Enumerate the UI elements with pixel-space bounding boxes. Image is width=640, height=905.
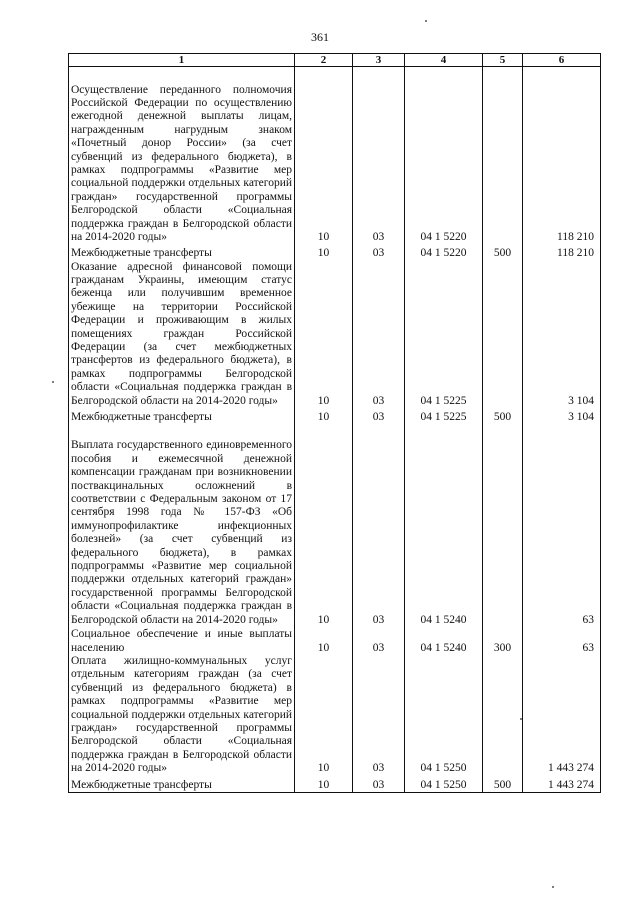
budget-table: [68, 53, 601, 793]
column-header-3: 3: [353, 54, 405, 67]
row-expense-type: [483, 655, 523, 776]
row-subsection: 03: [353, 655, 405, 776]
row-section: 10: [295, 776, 353, 793]
column-header-2: 2: [295, 54, 353, 67]
row-section: 10: [295, 261, 353, 408]
row-expense-type: [483, 67, 523, 245]
scan-speck: [520, 718, 522, 720]
table-row: [69, 655, 601, 776]
row-description: Межбюджетные трансферты: [69, 776, 295, 793]
row-subsection: 03: [353, 408, 405, 424]
scan-speck: [52, 381, 54, 383]
table-row: [69, 627, 601, 655]
table-row: [69, 261, 601, 408]
row-description: Выплата государственного единовременного пособия и ежемесячной денежной компенсации гражданам при возникновении поствакцинальных осложнений в соответствии с Федеральным законом от 17 сентября 1998 года № 157-ФЗ «Об иммунопрофилактике инфекционных болезней» (за счет субвенций из федерального бюджета), в рамках подпрограммы «Развитие мер социальной поддержки отдельных категорий граждан» государственной программы Белгородской области «Социальная поддержка граждан в Белгородской области на 2014-2020 годы»: [69, 424, 295, 627]
row-expense-type: 300: [483, 627, 523, 655]
row-target-code: 04 1 5240: [405, 424, 483, 627]
row-subsection: 03: [353, 776, 405, 793]
column-header-5: 5: [483, 54, 523, 67]
scan-speck: [425, 20, 427, 22]
row-amount: 118 210: [523, 67, 601, 245]
row-target-code: 04 1 5250: [405, 776, 483, 793]
row-amount: 3 104: [523, 408, 601, 424]
row-expense-type: 500: [483, 245, 523, 261]
table-row: [69, 245, 601, 261]
row-description: Оплата жилищно-коммунальных услуг отдельным категориям граждан (за счет субвенций из федерального бюджета) в рамках подпрограммы «Развитие мер социальной поддержки отдельных категорий граждан» государственной программы Белгородской области «Социальная поддержка граждан в Белгородской области на 2014-2020 годы»: [69, 655, 295, 776]
row-section: 10: [295, 67, 353, 245]
row-amount: 63: [523, 627, 601, 655]
row-target-code: 04 1 5220: [405, 67, 483, 245]
row-subsection: 03: [353, 261, 405, 408]
row-description: Оказание адресной финансовой помощи гражданам Украины, имеющим статус беженца или получившим временное убежище на территории Российской Федерации и проживающим в жилых помещениях граждан Российской Федерации (за счет межбюджетных трансфертов из федерального бюджета), в рамках подпрограммы Белгородской области «Социальная поддержка граждан в Белгородской области на 2014-2020 годы»: [69, 261, 295, 408]
table-row: [69, 424, 601, 627]
row-description: Межбюджетные трансферты: [69, 408, 295, 424]
table-row: [69, 408, 601, 424]
row-section: 10: [295, 627, 353, 655]
row-target-code: 04 1 5225: [405, 261, 483, 408]
table-row: [69, 776, 601, 793]
column-header-1: 1: [69, 54, 295, 67]
row-description: Межбюджетные трансферты: [69, 245, 295, 261]
row-section: 10: [295, 408, 353, 424]
row-target-code: 04 1 5250: [405, 655, 483, 776]
row-subsection: 03: [353, 627, 405, 655]
row-target-code: 04 1 5225: [405, 408, 483, 424]
column-header-6: 6: [523, 54, 601, 67]
row-target-code: 04 1 5220: [405, 245, 483, 261]
row-expense-type: [483, 424, 523, 627]
row-subsection: 03: [353, 245, 405, 261]
row-amount: 118 210: [523, 245, 601, 261]
scan-speck: [552, 886, 554, 888]
row-description: Социальное обеспечение и иные выплаты населению: [69, 627, 295, 655]
row-expense-type: 500: [483, 776, 523, 793]
row-amount: 1 443 274: [523, 655, 601, 776]
row-amount: 3 104: [523, 261, 601, 408]
row-section: 10: [295, 245, 353, 261]
table-header-row: [69, 54, 601, 67]
row-amount: 1 443 274: [523, 776, 601, 793]
row-expense-type: 500: [483, 408, 523, 424]
table-row: [69, 67, 601, 245]
row-description: Осуществление переданного полномочия Российской Федерации по осуществлению ежегодной денежной выплаты лицам, награжденным нагрудным знаком «Почетный донор России» (за счет субвенций из федерального бюджета), в рамках подпрограммы «Развитие мер социальной поддержки отдельных категорий граждан» государственной программы Белгородской области «Социальная поддержка граждан в Белгородской области на 2014-2020 годы»: [69, 67, 295, 245]
row-section: 10: [295, 424, 353, 627]
row-expense-type: [483, 261, 523, 408]
row-amount: 63: [523, 424, 601, 627]
row-subsection: 03: [353, 424, 405, 627]
row-section: 10: [295, 655, 353, 776]
row-subsection: 03: [353, 67, 405, 245]
row-target-code: 04 1 5240: [405, 627, 483, 655]
page-number: 361: [311, 30, 329, 44]
column-header-4: 4: [405, 54, 483, 67]
